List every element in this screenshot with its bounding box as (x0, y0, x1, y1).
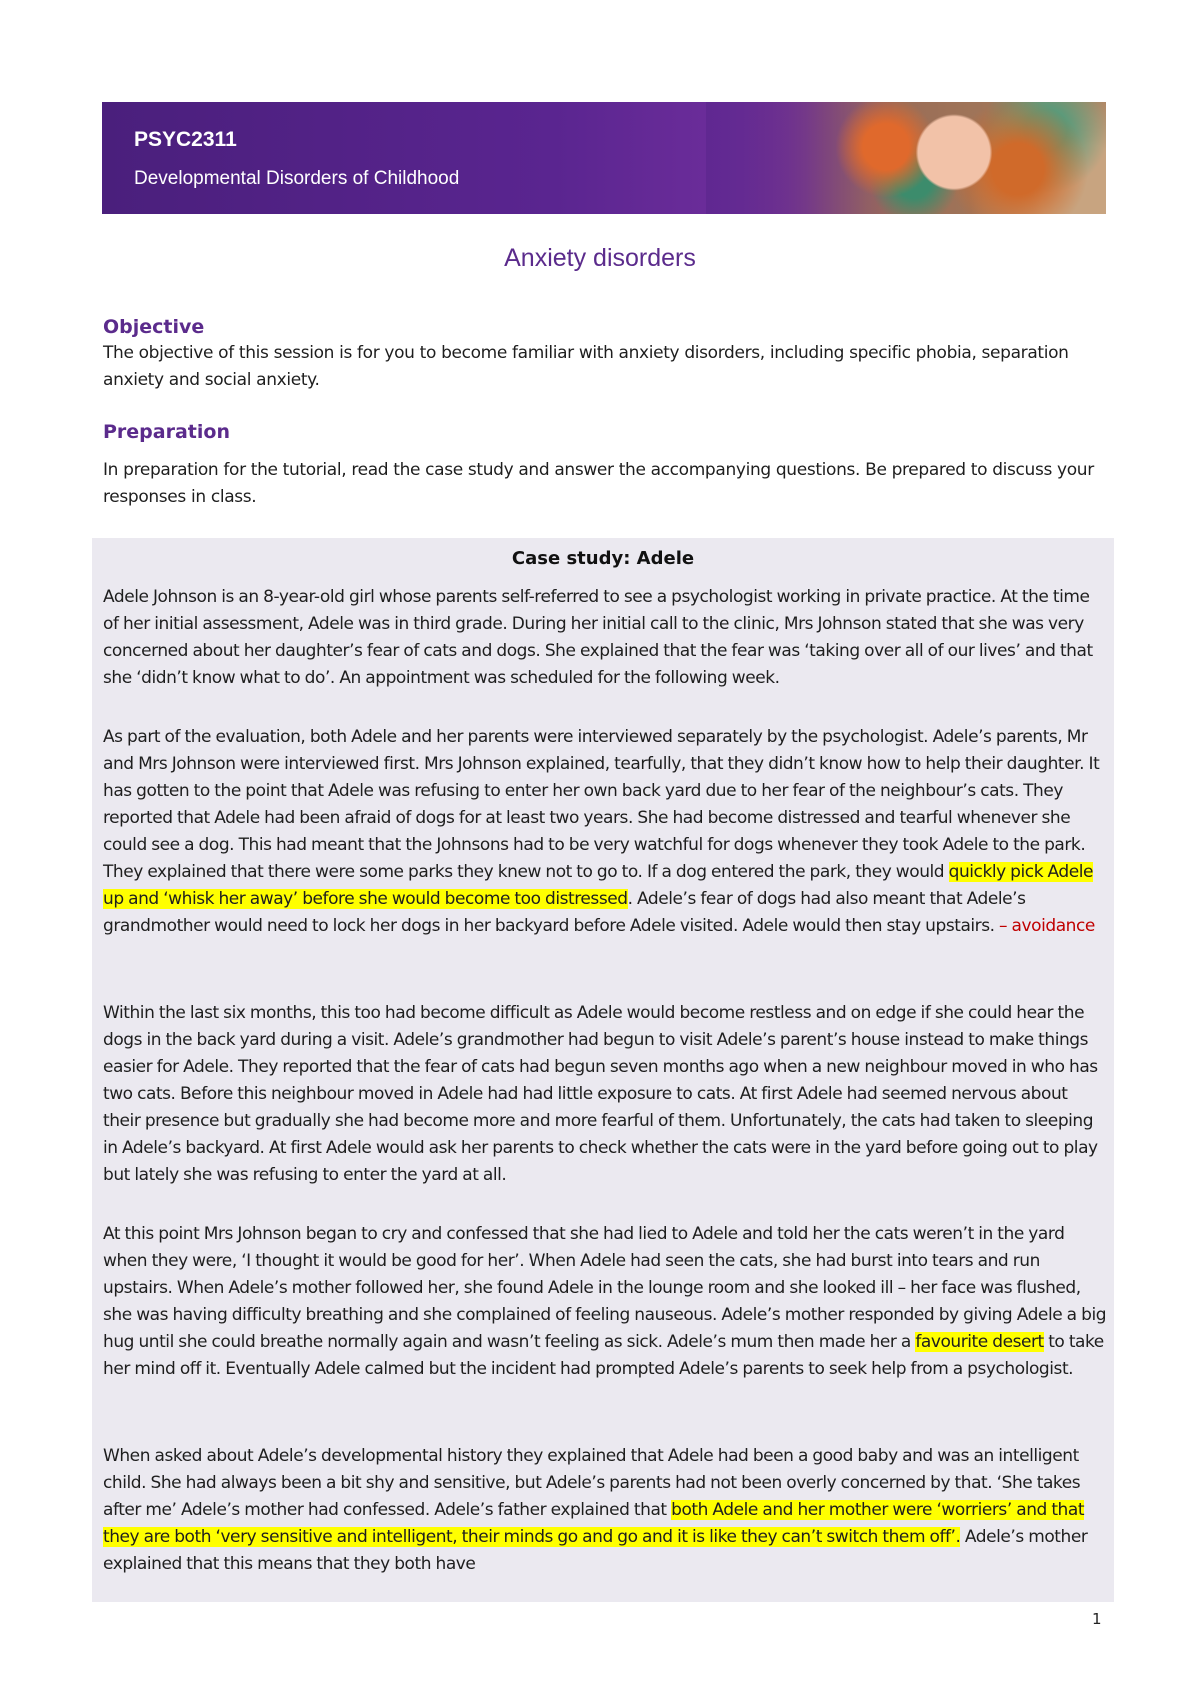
case-paragraph-5-text-a: When asked about Adele’s developmental history they explained that Adele had been a good baby and was an intelligent child. She had always been a bit shy and sensitive, but Adele’s parents had not been overly concerned by that. ‘She takes after me’ Adele’s mother had confessed. Adele’s father explained that (103, 1446, 1081, 1520)
annotation-avoidance: – avoidance (999, 916, 1095, 936)
case-paragraph-4 (103, 1221, 1108, 1383)
preparation-text: In preparation for the tutorial, read the case study and answer the accompanying questions. Be prepared to discuss your responses in class. (103, 460, 1094, 507)
course-code: PSYC2311 (134, 128, 237, 151)
objective-text: The objective of this session is for you to become familiar with anxiety disorders, including specific phobia, separation anxiety and social anxiety. (103, 343, 1069, 390)
document-title: Anxiety disorders (504, 244, 696, 272)
page-number: 1 (1092, 1610, 1102, 1628)
highlight-favourite-desert: favourite desert (915, 1332, 1044, 1352)
objective-heading: Objective (103, 316, 205, 338)
case-paragraph-1: Adele Johnson is an 8-year-old girl whose parents self-referred to see a psychologist working in private practice. At the time of her initial assessment, Adele was in third grade. During her initial call to the clinic, Mrs Johnson stated that she was very concerned about her daughter’s fear of cats and dogs. She explained that the fear was ‘taking over all of our lives’ and that she ‘didn’t know what to do’. An appointment was scheduled for the following week. (103, 587, 1093, 688)
case-paragraph-2-text-a: As part of the evaluation, both Adele and her parents were interviewed separately by the psychologist. Adele’s parents, Mr and Mrs Johnson were interviewed first. Mrs Johnson explained, tearfully, that they didn’t know how to help their daughter. It has gotten to the point that Adele was refusing to enter her own back yard due to her fear of the neighbour’s cats. They reported that Adele had been afraid of dogs for at least two years. She had become distressed and tearful whenever she could see a dog. This had meant that the Johnsons had to be very watchful for dogs whenever they took Adele to the park. They explained that there were some parks they knew not to go to. If a dog entered the park, they would (103, 727, 1100, 882)
case-paragraph-2-text-b: . Adele’s fear of dogs had also meant that Adele’s grandmother would need to lock her dogs in her backyard before Adele visited. Adele would then stay upstairs. (103, 889, 1026, 936)
highlight-worriers: both Adele and her mother were ‘worriers’ and that they are both ‘very sensitive and intelligent, their minds go and go and it is like they can’t switch them off’. (103, 1500, 1085, 1547)
case-paragraph-3: Within the last six months, this too had become difficult as Adele would become restless and on edge if she could hear the dogs in the back yard during a visit. Adele’s grandmother had begun to visit Adele’s parent’s house instead to make things easier for Adele. They reported that the fear of cats had begun seven months ago when a new neighbour moved in who has two cats. Before this neighbour moved in Adele had had little exposure to cats. At first Adele had seemed nervous about their presence but gradually she had become more and more fearful of them. Unfortunately, the cats had taken to sleeping in Adele’s backyard. At first Adele would ask her parents to check whether the cats were in the yard before going out to play but lately she was refusing to enter the yard at all. (103, 1003, 1098, 1185)
case-paragraph-5-text-b: Adele’s mother explained that this means that they both have (103, 1527, 1088, 1574)
case-paragraph-5 (103, 1443, 1108, 1593)
case-paragraph-4-text-a: At this point Mrs Johnson began to cry and confessed that she had lied to Adele and told her the cats weren’t in the yard when they were, ‘I thought it would be good for her’. When Adele had seen the cats, she had burst into tears and run upstairs. When Adele’s mother followed her, she found Adele in the lounge room and she looked ill – her face was flushed, she was having difficulty breathing and she complained of feeling nauseous. Adele’s mother responded by giving Adele a big hug until she could breathe normally again and wasn’t feeling as sick. Adele’s mum then made her a (103, 1224, 1107, 1352)
case-paragraph-4-text-b: to take her mind off it. Eventually Adele calmed but the incident had prompted Adele’s parents to seek help from a psychologist. (103, 1332, 1104, 1379)
banner-photo (706, 102, 1106, 214)
course-name: Developmental Disorders of Childhood (134, 168, 460, 189)
highlight-whisk-away: quickly pick Adele up and ‘whisk her away’ before she would become too distressed (103, 862, 1094, 909)
course-banner (102, 102, 1106, 214)
case-paragraph-2 (103, 724, 1108, 940)
preparation-heading: Preparation (103, 421, 230, 443)
case-study-title: Case study: Adele (511, 548, 695, 569)
